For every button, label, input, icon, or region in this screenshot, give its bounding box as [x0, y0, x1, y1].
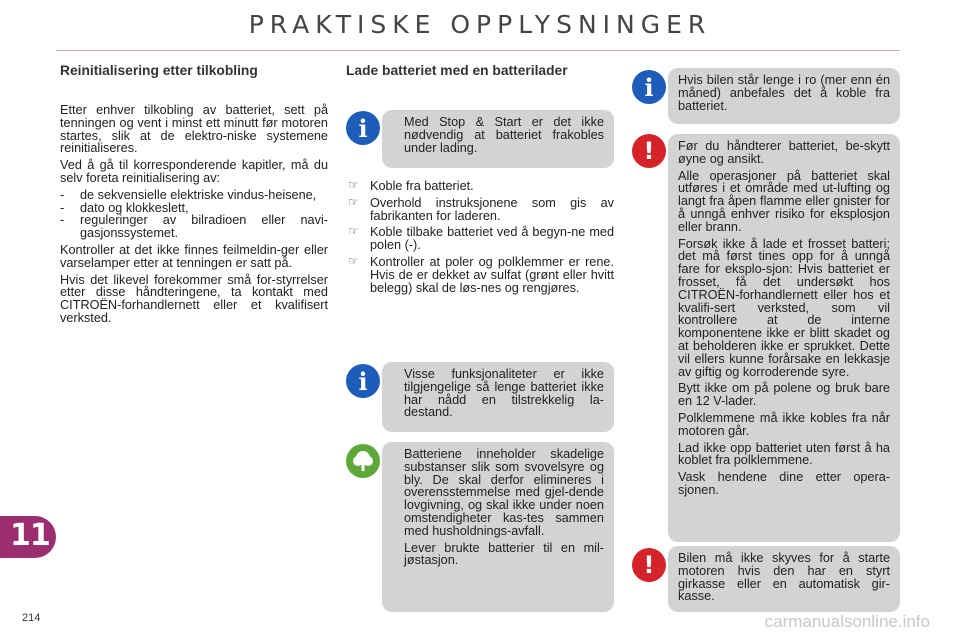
info-icon: i — [632, 70, 666, 104]
info-text: Med Stop & Start er det ikke nødvendig at batteriet frakobles under lading. — [404, 115, 604, 155]
info-box-stop-start — [382, 110, 614, 168]
eco-text: Lever brukte batterier til en mil-jøstasjon. — [404, 540, 604, 568]
eco-text: Batteriene inneholder skadelige substanser slik som svovelsyre og bly. De skal derfor elimineres i overensstemmelse med gjel-dende lovgivning, og skal ikke under noen omstendigheter kas-tes sammen med husholdnings-avfall. — [404, 447, 604, 538]
left-column — [60, 64, 328, 329]
list-item: ☞ Overhold instruksjonene som gis av fabrikanten for laderen. — [346, 197, 614, 223]
info-text: Hvis bilen står lenge i ro (mer enn én måned) anbefales det å koble fra batteriet. — [678, 73, 890, 113]
info-text: Visse funksjonaliteter er ikke tilgjengelige så lenge batteriet ikke har nådd en tilstrekkelig la-destand. — [404, 367, 604, 420]
warning-text: Før du håndterer batteriet, be-skytt øyne og ansikt. — [678, 139, 890, 166]
eco-box — [382, 442, 614, 612]
recycle-tree-icon — [346, 444, 380, 478]
list-item: - dato og klokkeslett, — [60, 202, 328, 215]
warning-icon: ! — [632, 134, 666, 168]
info-icon: i — [346, 111, 380, 145]
warning-text: Lad ikke opp batteriet uten først å ha koblet fra polklemmene. — [678, 440, 890, 468]
section-heading-charging: Lade batteriet med en batterilader — [346, 63, 568, 78]
warning-text: Forsøk ikke å lade et frosset batteri; det må først tines opp for å unngå fare for eksplo-sjon: Hvis batteriet er frosset, få det undersøkt hos CITROËN-forhandlernett eller hos et kvalifi-sert verksted, som vil kontrollere at de interne komponentene ikke er blitt skadet og at beholderen ikke er sprukket. Dette vil ellers kunne forårsake en lekkasje av giftig og korroderende syre. — [678, 236, 890, 379]
warning-box-push-start — [668, 546, 900, 612]
middle-column — [346, 64, 616, 90]
warning-text: Polklemmene må ikke kobles fra når motoren går. — [678, 410, 890, 438]
info-box-functionality — [382, 362, 614, 432]
warning-icon: ! — [632, 548, 666, 582]
reinit-list — [60, 189, 328, 240]
paragraph: Ved å gå til korresponderende kapitler, må du selv foreta reinitialisering av: — [60, 158, 328, 185]
paragraph: Hvis det likevel forekommer små for-styrrelser etter disse håndteringene, ta kontakt med CITROËN-forhandlernett eller et kvalifisert verksted. — [60, 272, 328, 325]
paragraph: Etter enhver tilkobling av batteriet, sett på tenningen og vent i minst ett minutt før motoren startes, slik at de elektro-niske systemene reinitialiseres. — [60, 103, 328, 156]
list-item: ☞ Koble fra batteriet. — [346, 180, 614, 193]
section-heading-reinit: Reinitialisering etter tilkobling — [60, 63, 258, 78]
warning-text: Bytt ikke om på polene og bruk bare en 12 V-lader. — [678, 381, 890, 409]
info-box-long-stand — [668, 68, 900, 124]
header-divider — [56, 50, 900, 51]
charging-steps — [346, 180, 614, 298]
info-icon: i — [346, 364, 380, 398]
list-item: ☞ Koble tilbake batteriet ved å begyn-ne med polen (-). — [346, 226, 614, 252]
list-item: - de sekvensielle elektriske vindus-heisene, — [60, 189, 328, 202]
warning-text: Bilen må ikke skyves for å starte motoren hvis den har en styrt girkasse eller en automatisk gir-kasse. — [678, 551, 890, 604]
list-item: ☞ Kontroller at poler og polklemmer er rene. Hvis de er dekket av sulfat (grønt eller hvitt belegg) skal de løs-nes og rengjøres. — [346, 256, 614, 294]
watermark: carmanualsonline.info — [764, 612, 930, 631]
paragraph: Kontroller at det ikke finnes feilmeldin-ger eller varselamper etter at tenningen er satt på. — [60, 242, 328, 270]
warning-box-handling — [668, 134, 900, 542]
page-title: PRAKTISKE OPPLYSNINGER — [248, 10, 712, 39]
page-number: 214 — [22, 612, 41, 624]
list-item: - reguleringer av bilradioen eller navi-gasjonssystemet. — [60, 214, 328, 240]
chapter-number: 11 — [10, 518, 50, 553]
warning-text: Alle operasjoner på batteriet skal utføres i et område med ut-lufting og langt fra åpen flamme eller gnister for å unngå enhver risiko for eksplosjon eller brann. — [678, 168, 890, 234]
warning-text: Vask hendene dine etter opera-sjonen. — [678, 470, 890, 497]
